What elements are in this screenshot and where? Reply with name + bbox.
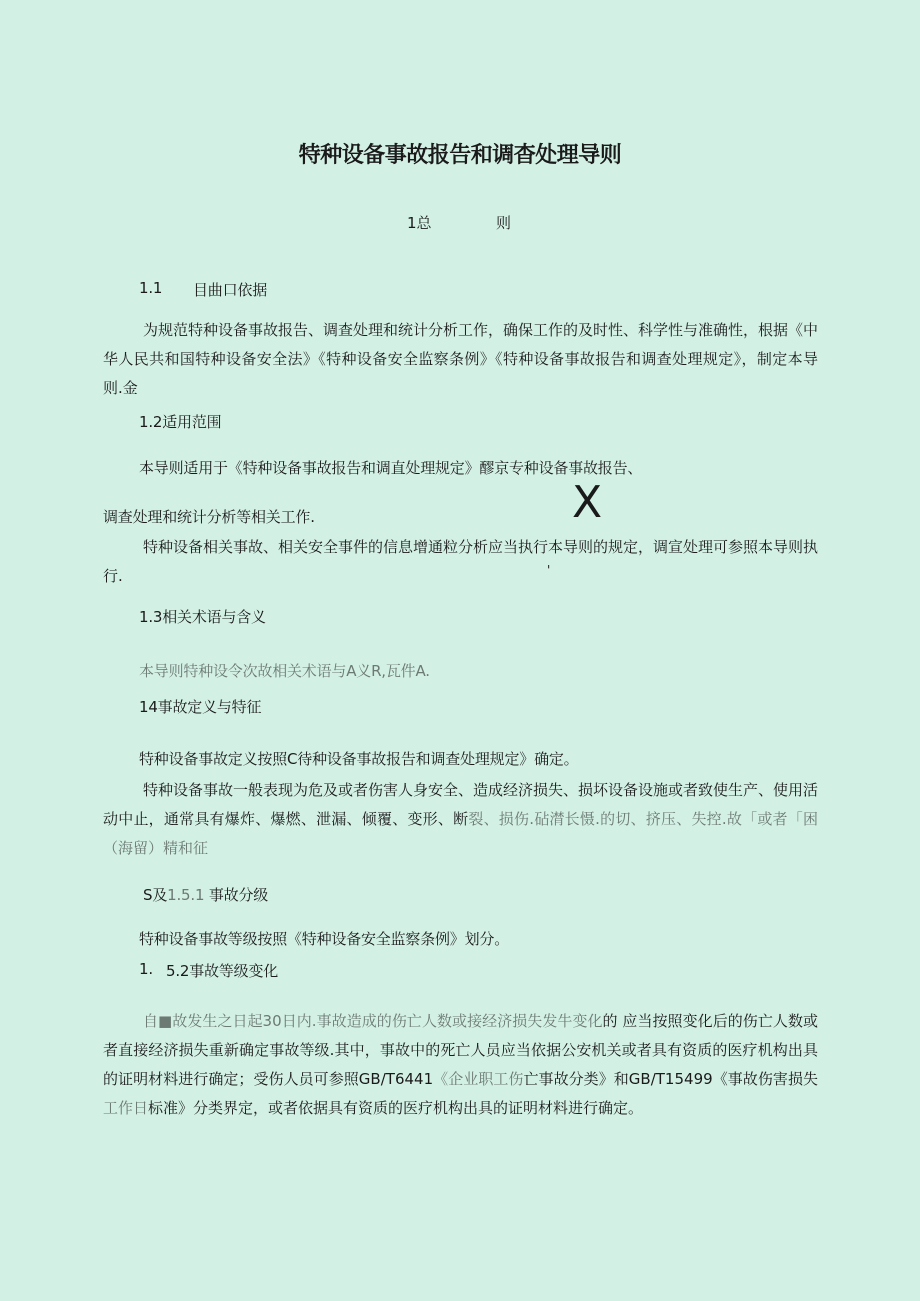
stray-mark: ' (547, 563, 551, 577)
section-1-2-heading: 1.2适用范围 (139, 413, 222, 431)
section-1-1-paragraph: 为规范特种设备事故报告、调查处理和统计分析工作，确保工作的及时性、科学性与准确性，根据《中华人民共和国特种设备安全法》《特种设备安全监察条例》《特种设备事故报告和调查处理规定》，制定本导则.金 (103, 321, 819, 397)
section-1-4-paragraph-faded: 裂、损伤.砧潸长慑.的切、挤压、失控.故「或者「困（海留）精和征 (103, 810, 818, 857)
section-1-5-1-prefix: S及 (143, 886, 168, 904)
section-1-1-heading: 目曲口依据 (193, 281, 268, 299)
section-1-2-line-2: 调查处理和统计分析等相关工作. (103, 508, 315, 526)
section-1-4-line-1: 特种设备事故定义按照C待种设备事故报告和调查处理规定》确定。 (139, 750, 579, 768)
section-1-5-2-heading: 5.2事故等级变化 (166, 962, 279, 980)
section-1-4-heading: 14事故定义与特征 (139, 698, 262, 716)
section-1-5-1-text: 特种设备事故等级按照《特种设备安全监察条例》划分。 (139, 930, 510, 948)
section-1-5-2-paragraph (103, 1007, 818, 1123)
section-1-5-2-paragraph-main-3: 标准》分类界定，或者依据具有资质的医疗机构出具的证明材料进行确定。 (148, 1099, 644, 1117)
section-1-1-number: 1.1 (139, 279, 163, 297)
section-1-5-1-heading: 事故分级 (208, 886, 269, 904)
section-1-5-1-number: 1.5.1 (167, 886, 205, 904)
section-1-5-2-number: 1. (139, 960, 153, 978)
section-1-2-paragraph: 特种设备相关事故、相关安全事件的信息增通粒分析应当执行本导则的规定，调宣处理可参照本导则执行. (103, 538, 819, 585)
section-1-3-line: 本导则特种设令次故相关术语与A义R,瓦件A. (139, 662, 430, 680)
document-title: 特种设备事故报告和调杳处理导则 (298, 143, 622, 168)
section-1-3-heading: 1.3相关术语与含义 (139, 608, 266, 626)
x-mark: X (572, 477, 603, 528)
chapter-number: 1总 (407, 214, 432, 232)
section-1-5-2-paragraph-main: 的 应当按照变化后的伤亡人数或者直接经济损失重新确定事故等级.其中，事故中的死亡人员应当依据公安机关或者具有资质的医疗机构出具的证明材料进行确定；受伤人员可参照GB/T6441 (103, 1012, 818, 1088)
section-1-5-2-paragraph-faded-2: 《企业职工伤 (433, 1070, 524, 1088)
section-1-5-2-paragraph-faded-3: 工作日 (103, 1099, 149, 1117)
section-1-4-paragraph-main: 特种设备事故一般表现为危及或者伤害人身安全、造成经济损失、损坏设备设施或者致使生产、使用活动中止，通常具有爆炸、爆燃、泄漏、倾覆、变形、断 (103, 781, 819, 828)
section-1-2-line-1: 本导则适用于《特种设备事故报告和调直处理规定》醪京专种设备事故报告、 (139, 459, 643, 477)
section-1-5-1-line (143, 884, 268, 905)
chapter-label: 则 (496, 214, 512, 232)
section-1-5-2-paragraph-faded: 自■故发生之日起30日内.事故造成的伤亡人数或接经济损失发牛变化 (143, 1012, 603, 1030)
section-1-5-2-paragraph-main-2: 亡事故分类》和GB/T15499《事故伤害损失 (523, 1070, 818, 1088)
section-1-4-paragraph (103, 776, 818, 863)
